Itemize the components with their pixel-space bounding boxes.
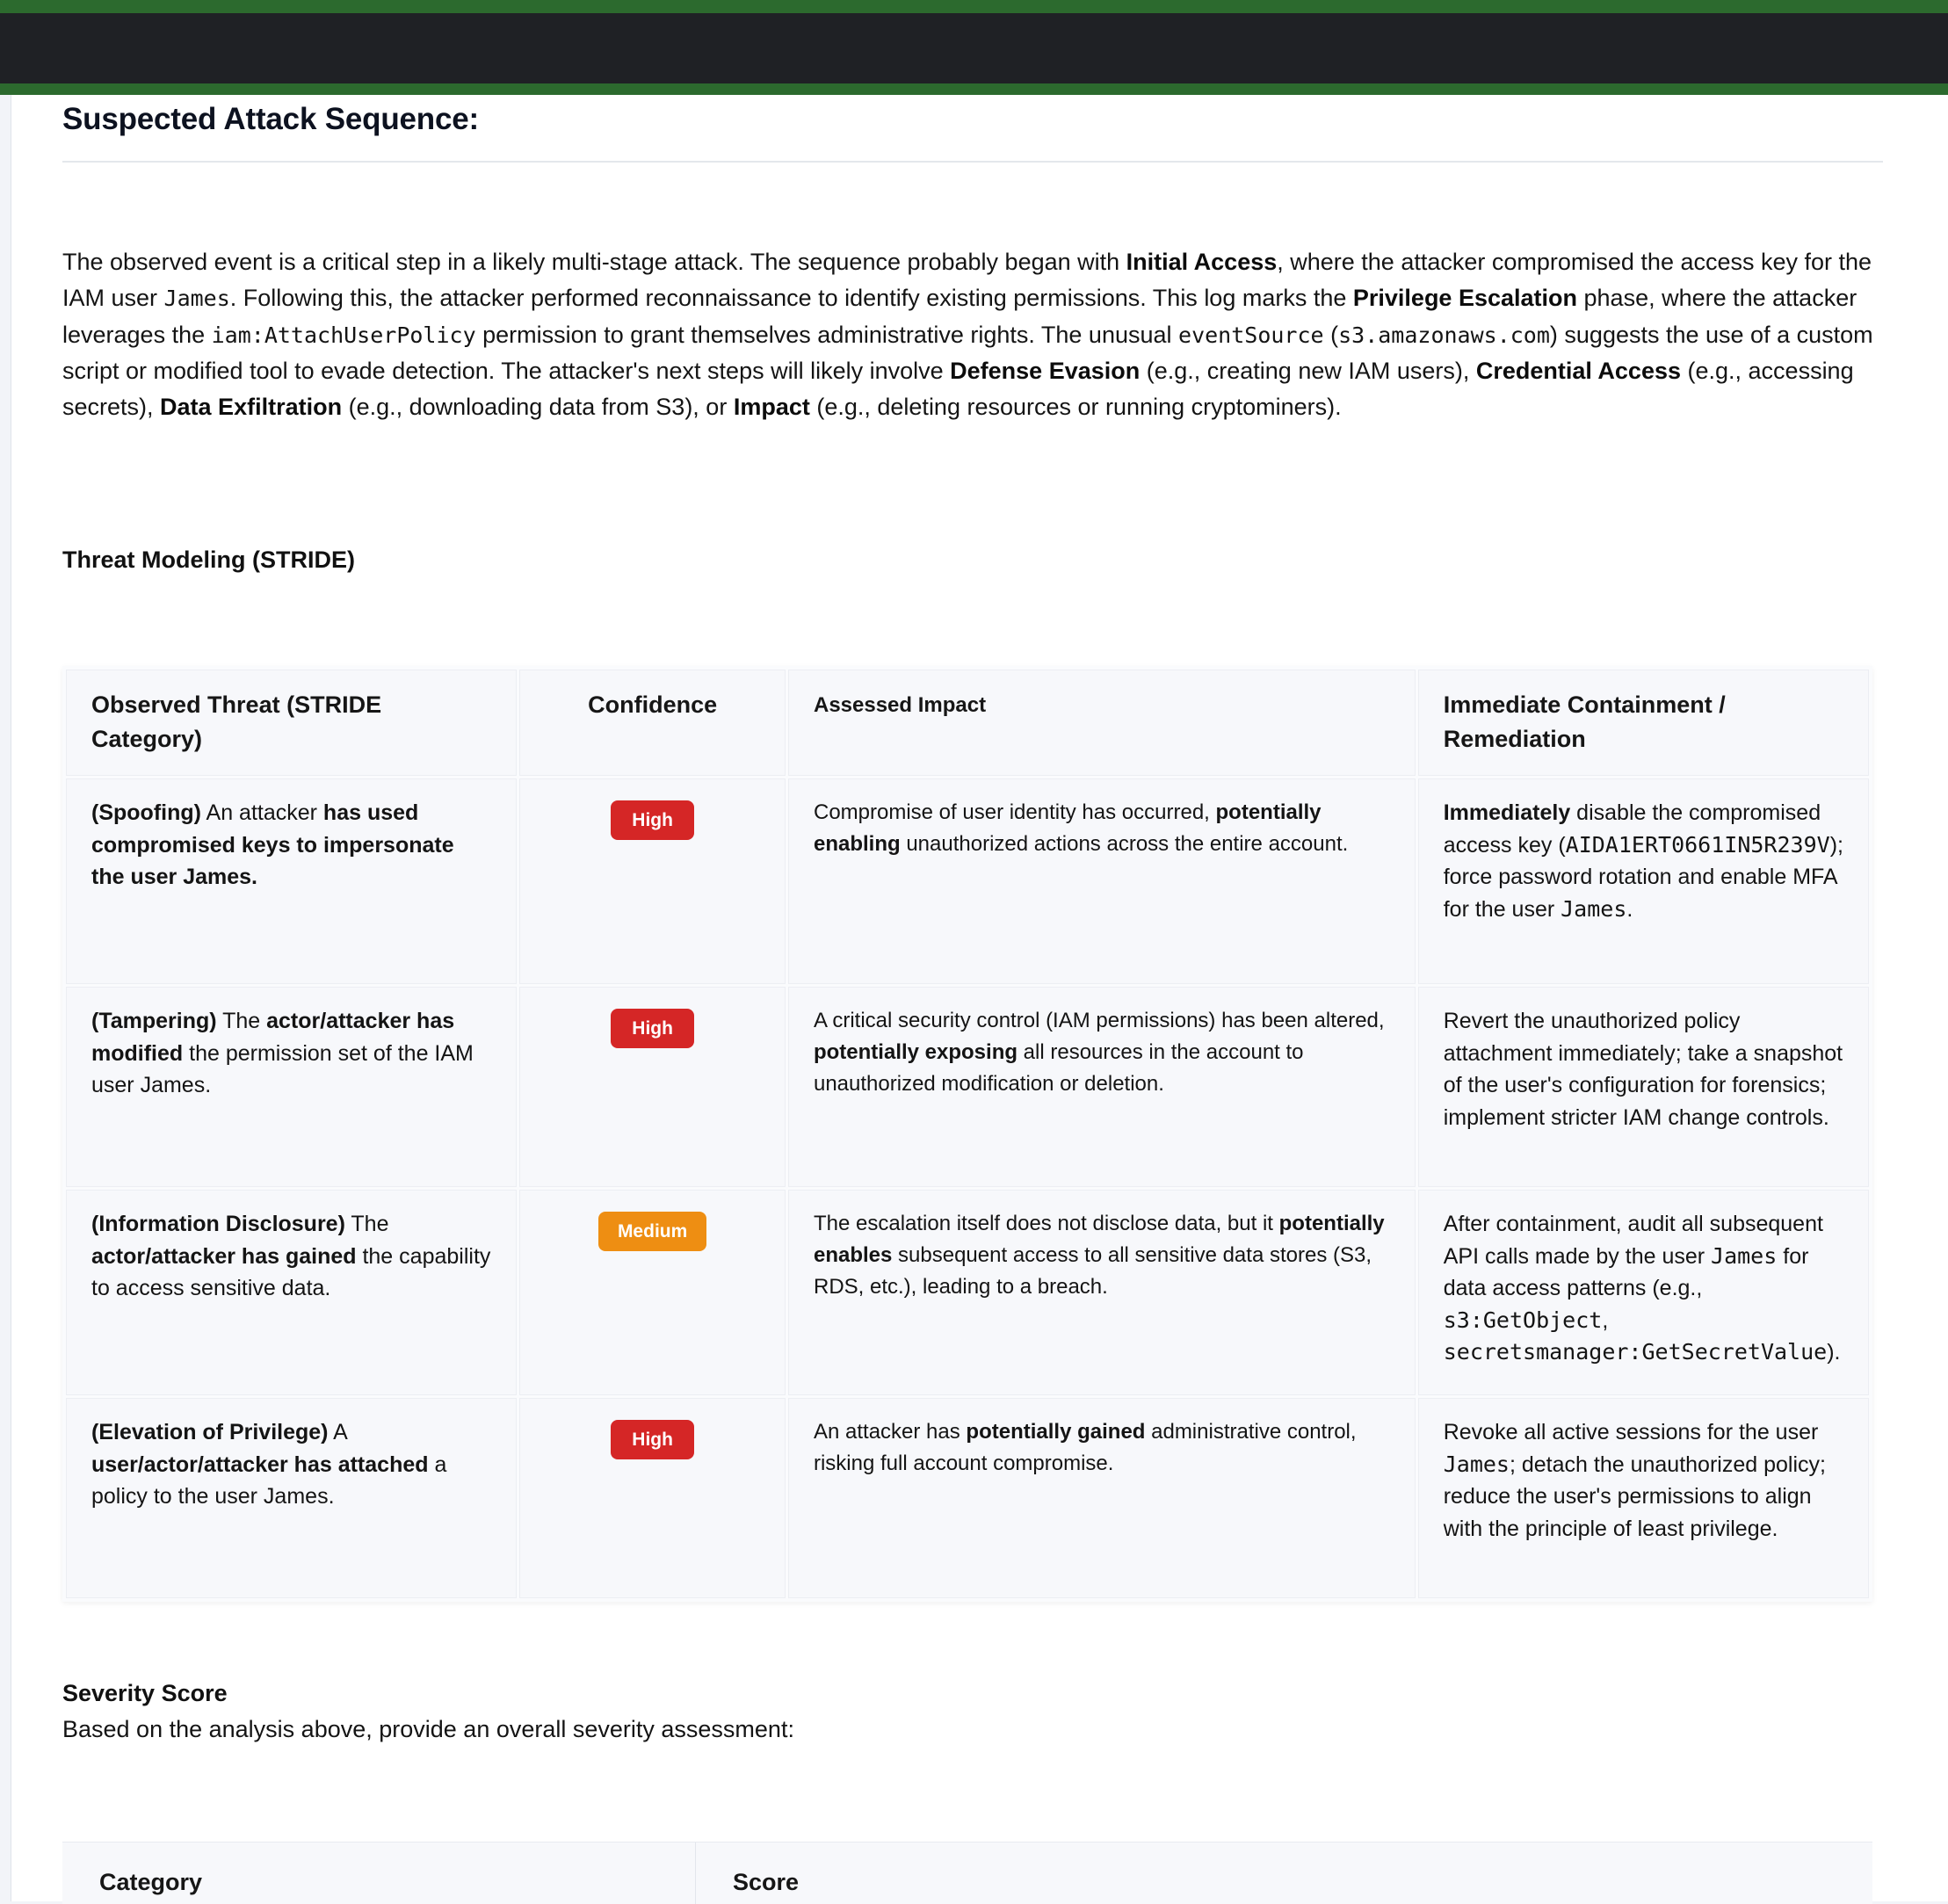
- remediation-cell: Revoke all active sessions for the user James; detach the unauthorized policy; reduce the user's permissions to align with the principle of least privilege.: [1419, 1399, 1868, 1597]
- header-category: Category: [99, 1869, 203, 1895]
- remediation-cell: Immediately disable the compromised access key (AIDA1ERT0661IN5R239V); force password rotation and enable MFA for the user James.: [1419, 779, 1868, 983]
- threat-cell: (Information Disclosure) The actor/attacker has gained the capability to access sensitive data.: [67, 1191, 516, 1394]
- impact-cell: A critical security control (IAM permissions) has been altered, potentially exposing all resources in the account to unauthorized modification or deletion.: [789, 988, 1415, 1186]
- attack-sequence-paragraph: The observed event is a critical step in a likely multi-stage attack. The sequence probably began with Initial Access, where the attacker compromised the access key for the IAM user James. Following this, the attacker performed reconnaissance to identify existing permissions. This log marks the Privilege Escalation phase, where the attacker leverages the iam:AttachUserPolicy permission to grant themselves administrative rights. The unusual eventSource (s3.amazonaws.com) suggests the use of a custom script or modified tool to evade detection. The attacker's next steps will likely involve Defense Evasion (e.g., creating new IAM users), Credential Access (e.g., accessing secrets), Data Exfiltration (e.g., downloading data from S3), or Impact (e.g., deleting resources or running cryptominers).: [62, 249, 1873, 421]
- header-confidence: Confidence: [520, 670, 785, 775]
- table-row: [67, 1191, 1868, 1394]
- confidence-cell: [520, 779, 785, 983]
- stride-header-row: [67, 670, 1868, 775]
- threat-cell: (Tampering) The actor/attacker has modified the permission set of the IAM user James.: [67, 988, 516, 1186]
- impact-cell: An attacker has potentially gained administrative control, risking full account compromise.: [789, 1399, 1415, 1597]
- confidence-badge: Medium: [598, 1212, 706, 1251]
- report-page: [11, 95, 1948, 1901]
- impact-cell: The escalation itself does not disclose data, but it potentially enables subsequent access to all sensitive data stores (S3, RDS, etc.), leading to a breach.: [789, 1191, 1415, 1394]
- app-header-bar: [0, 0, 1948, 95]
- confidence-cell: [520, 988, 785, 1186]
- title-divider: [62, 161, 1883, 163]
- header-threat: Observed Threat (STRIDE Category): [67, 670, 516, 775]
- confidence-badge: High: [611, 800, 694, 840]
- table-row: [67, 779, 1868, 983]
- severity-heading: Severity Score: [62, 1680, 228, 1706]
- threat-cell: (Elevation of Privilege) A user/actor/attacker has attached a policy to the user James.: [67, 1399, 516, 1597]
- severity-score-table: [62, 1842, 1872, 1904]
- impact-cell: Compromise of user identity has occurred, potentially enabling unauthorized actions across the entire account.: [789, 779, 1415, 983]
- confidence-cell: [520, 1191, 785, 1394]
- column-divider: [695, 1842, 696, 1904]
- remediation-cell: After containment, audit all subsequent API calls made by the user James for data access patterns (e.g., s3:GetObject, secretsmanager:GetSecretValue).: [1419, 1191, 1868, 1394]
- threat-cell: (Spoofing) An attacker has used compromised keys to impersonate the user James.: [67, 779, 516, 983]
- severity-subtitle: Based on the analysis above, provide an overall severity assessment:: [62, 1716, 794, 1742]
- stride-table: [62, 666, 1872, 1602]
- attack-sequence-title: Suspected Attack Sequence:: [62, 102, 479, 136]
- confidence-badge: High: [611, 1009, 694, 1048]
- header-score: Score: [733, 1869, 800, 1895]
- confidence-cell: [520, 1399, 785, 1597]
- table-row: [67, 1399, 1868, 1597]
- header-impact: Assessed Impact: [789, 670, 1415, 775]
- remediation-cell: Revert the unauthorized policy attachment immediately; take a snapshot of the user's configuration for forensics; implement stricter IAM change controls.: [1419, 988, 1868, 1186]
- table-row: [67, 988, 1868, 1186]
- confidence-badge: High: [611, 1420, 694, 1459]
- stride-heading: Threat Modeling (STRIDE): [62, 547, 355, 573]
- header-remediation: Immediate Containment / Remediation: [1419, 670, 1868, 775]
